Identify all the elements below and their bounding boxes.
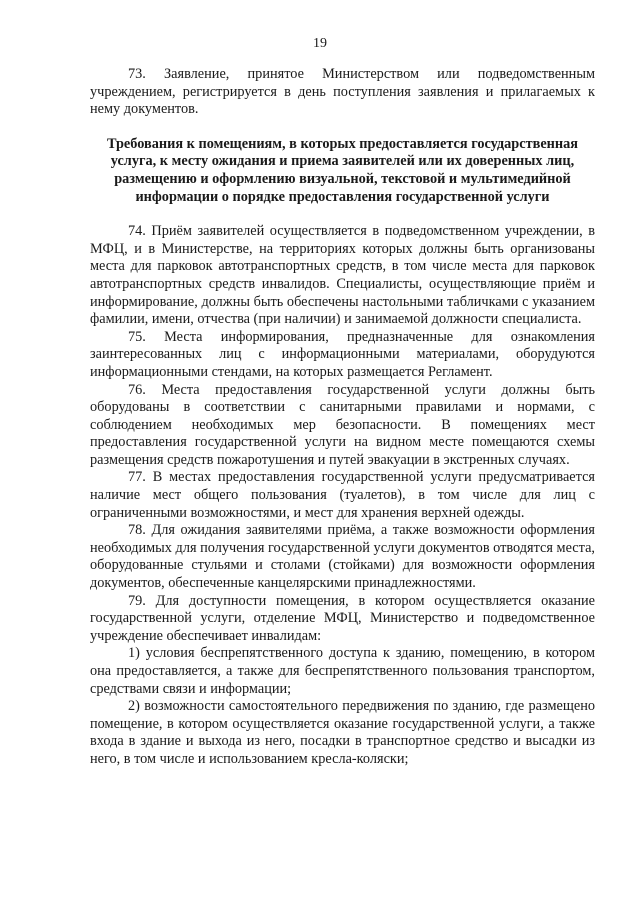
paragraph-74: 74. Приём заявителей осуществляется в подведомственном учреждении, в МФЦ, и в Министерстве, на территориях которых должны быть организованы места для парковок автотранспортных средств, в том числе места для парковок автотранспортных средств инвалидов. Специалисты, осуществляющие приём и информирование, должны быть обеспечены настольными табличками с указанием фамилии, имени, отчества (при наличии) и занимаемой должности специалиста. xyxy=(90,223,595,328)
list-item-2: 2) возможности самостоятельного передвижения по зданию, где размещено помещение, в котором осуществляется оказание государственной услуги, а также входа в здание и выхода из него, посадки в транспортное средство и высадки из него, в том числе и использованием кресла-коляски; xyxy=(90,698,595,767)
document-body xyxy=(90,66,595,769)
paragraph-76: 76. Места предоставления государственной услуги должны быть оборудованы в соответствии с санитарными правилами и нормами, с соблюдением необходимых мер безопасности. В помещениях мест предоставления государственной услуги на видном месте помещаются схемы размещения средств пожаротушения и путей эвакуации в экстренных случаях. xyxy=(90,381,595,468)
page-number: 19 xyxy=(313,36,327,51)
paragraph-73: 73. Заявление, принятое Министерством или подведомственным учреждением, регистрируется в день поступления заявления и прилагаемых к нему документов. xyxy=(90,66,595,118)
section-heading: Требования к помещениям, в которых предоставляется государственная услуга, к месту ожидания и приема заявителей или их доверенных лиц, размещению и оформлению визуальной, текстовой и мультимедийной информации о порядке предоставления государственной услуги xyxy=(106,135,579,205)
paragraph-78: 78. Для ожидания заявителями приёма, а также возможности оформления необходимых для получения государственной услуги документов отводятся места, оборудованные стульями и столами (стойками) для возможности оформления документов, обеспеченные канцелярскими принадлежностями. xyxy=(90,522,595,592)
paragraph-75: 75. Места информирования, предназначенные для ознакомления заинтересованных лиц с информационными материалами, оборудуются информационными стендами, на которых размещается Регламент. xyxy=(90,328,595,380)
list-item-1: 1) условия беспрепятственного доступа к зданию, помещению, в котором она предоставляется, а также для беспрепятственного пользования транспортом, средствами связи и информации; xyxy=(90,645,595,697)
paragraph-77: 77. В местах предоставления государственной услуги предусматривается наличие мест общего пользования (туалетов), в том числе для лиц с ограниченными возможностями, и мест для хранения верхней одежды. xyxy=(90,469,595,521)
paragraph-79: 79. Для доступности помещения, в котором осуществляется оказание государственной услуги, отделение МФЦ, Министерство и подведомственное учреждение обеспечивает инвалидам: xyxy=(90,592,595,644)
